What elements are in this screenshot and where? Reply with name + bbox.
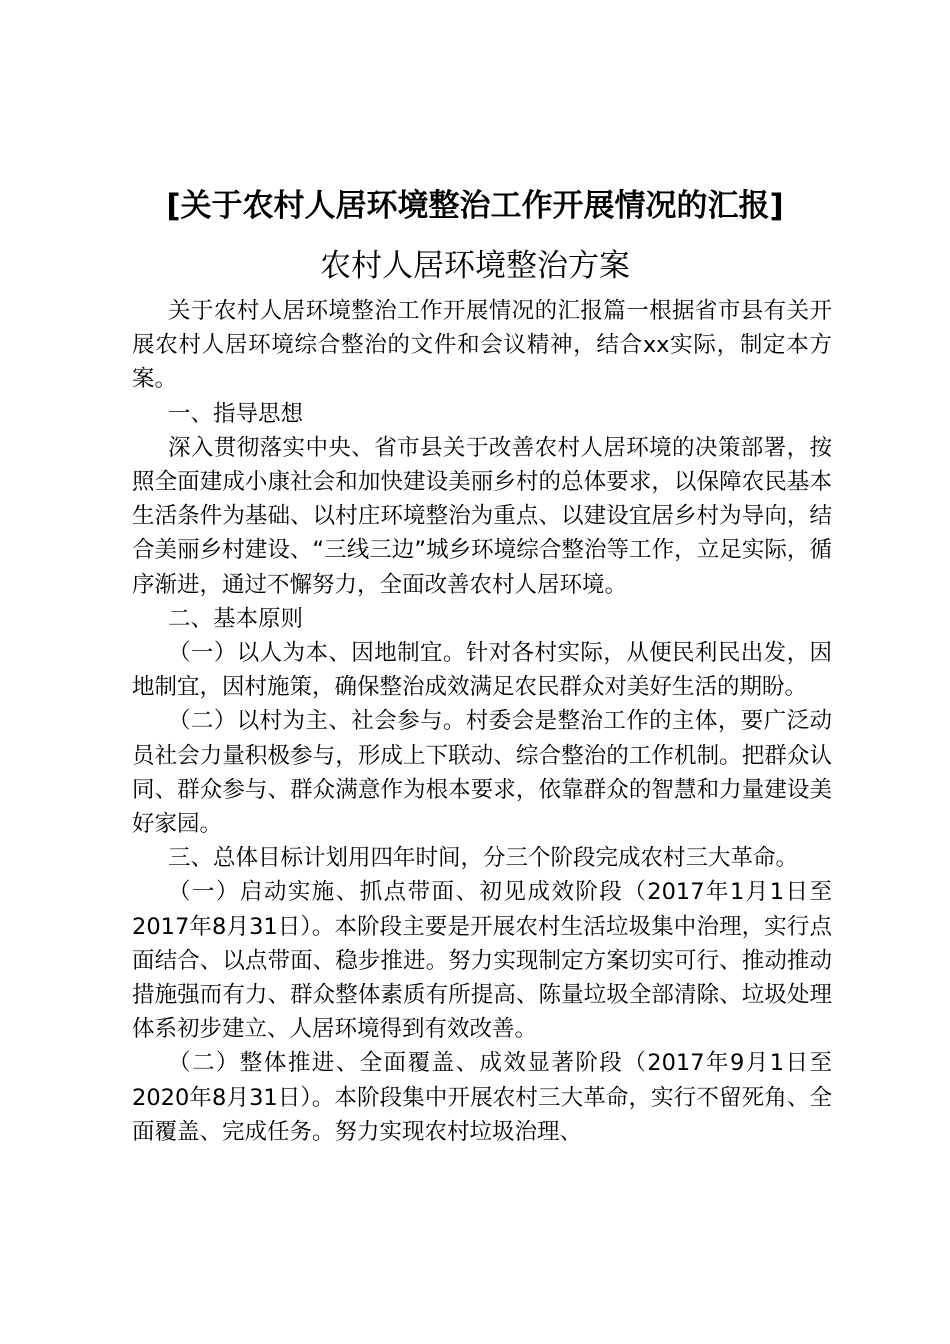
section-heading-basic-principles: 二、基本原则 bbox=[168, 605, 304, 632]
paragraph-stage-2: （二）整体推进、全面覆盖、成效显著阶段（2017年9月1日至2020年8月31日）。本阶段集中开展农村三大革命，实行不留死角、全面覆盖、完成任务。努力实现农村垃圾治理、 bbox=[132, 1050, 832, 1145]
paragraph-stage-1: （一）启动实施、抓点带面、初见成效阶段（2017年1月1日至2017年8月31日）。本阶段主要是开展农村生活垃圾集中治理，实行点面结合、以点带面、稳步推进。努力实现制定方案切实可行、推动推动措施强而有力、群众整体素质有所提高、陈量垃圾全部清除、垃圾处理体系初步建立、人居环境得到有效改善。 bbox=[132, 879, 832, 1043]
document-subtitle: 农村人居环境整治方案 bbox=[320, 248, 630, 284]
section-heading-guiding-ideology: 一、指导思想 bbox=[168, 400, 304, 427]
section-heading-overall-goals: 三、总体目标计划用四年时间，分三个阶段完成农村三大革命。 bbox=[168, 845, 799, 872]
document-body bbox=[132, 294, 832, 1149]
paragraph-guiding-ideology: 深入贯彻落实中央、省市县关于改善农村人居环境的决策部署，按照全面建成小康社会和加快建设美丽乡村的总体要求，以保障农民基本生活条件为基础、以村庄环境整治为重点、以建设宜居乡村为导向，结合美丽乡村建设、“三线三边”城乡环境综合整治等工作，立足实际，循序渐进，通过不懈努力，全面改善农村人居环境。 bbox=[132, 434, 832, 598]
paragraph-principle-2: （二）以村为主、社会参与。村委会是整治工作的主体，要广泛动员社会力量积极参与，形成上下联动、综合整治的工作机制。把群众认同、群众参与、群众满意作为根本要求，依靠群众的智慧和力量建设美好家园。 bbox=[132, 708, 832, 838]
paragraph-principle-1: （一）以人为本、因地制宜。针对各村实际，从便民利民出发，因地制宜，因村施策，确保整治成效满足农民群众对美好生活的期盼。 bbox=[132, 640, 832, 701]
paragraph-intro: 关于农村人居环境整治工作开展情况的汇报篇一根据省市县有关开展农村人居环境综合整治的文件和会议精神，结合xx实际，制定本方案。 bbox=[132, 298, 832, 393]
document-title: [关于农村人居环境整治工作开展情况的汇报] bbox=[166, 188, 784, 224]
